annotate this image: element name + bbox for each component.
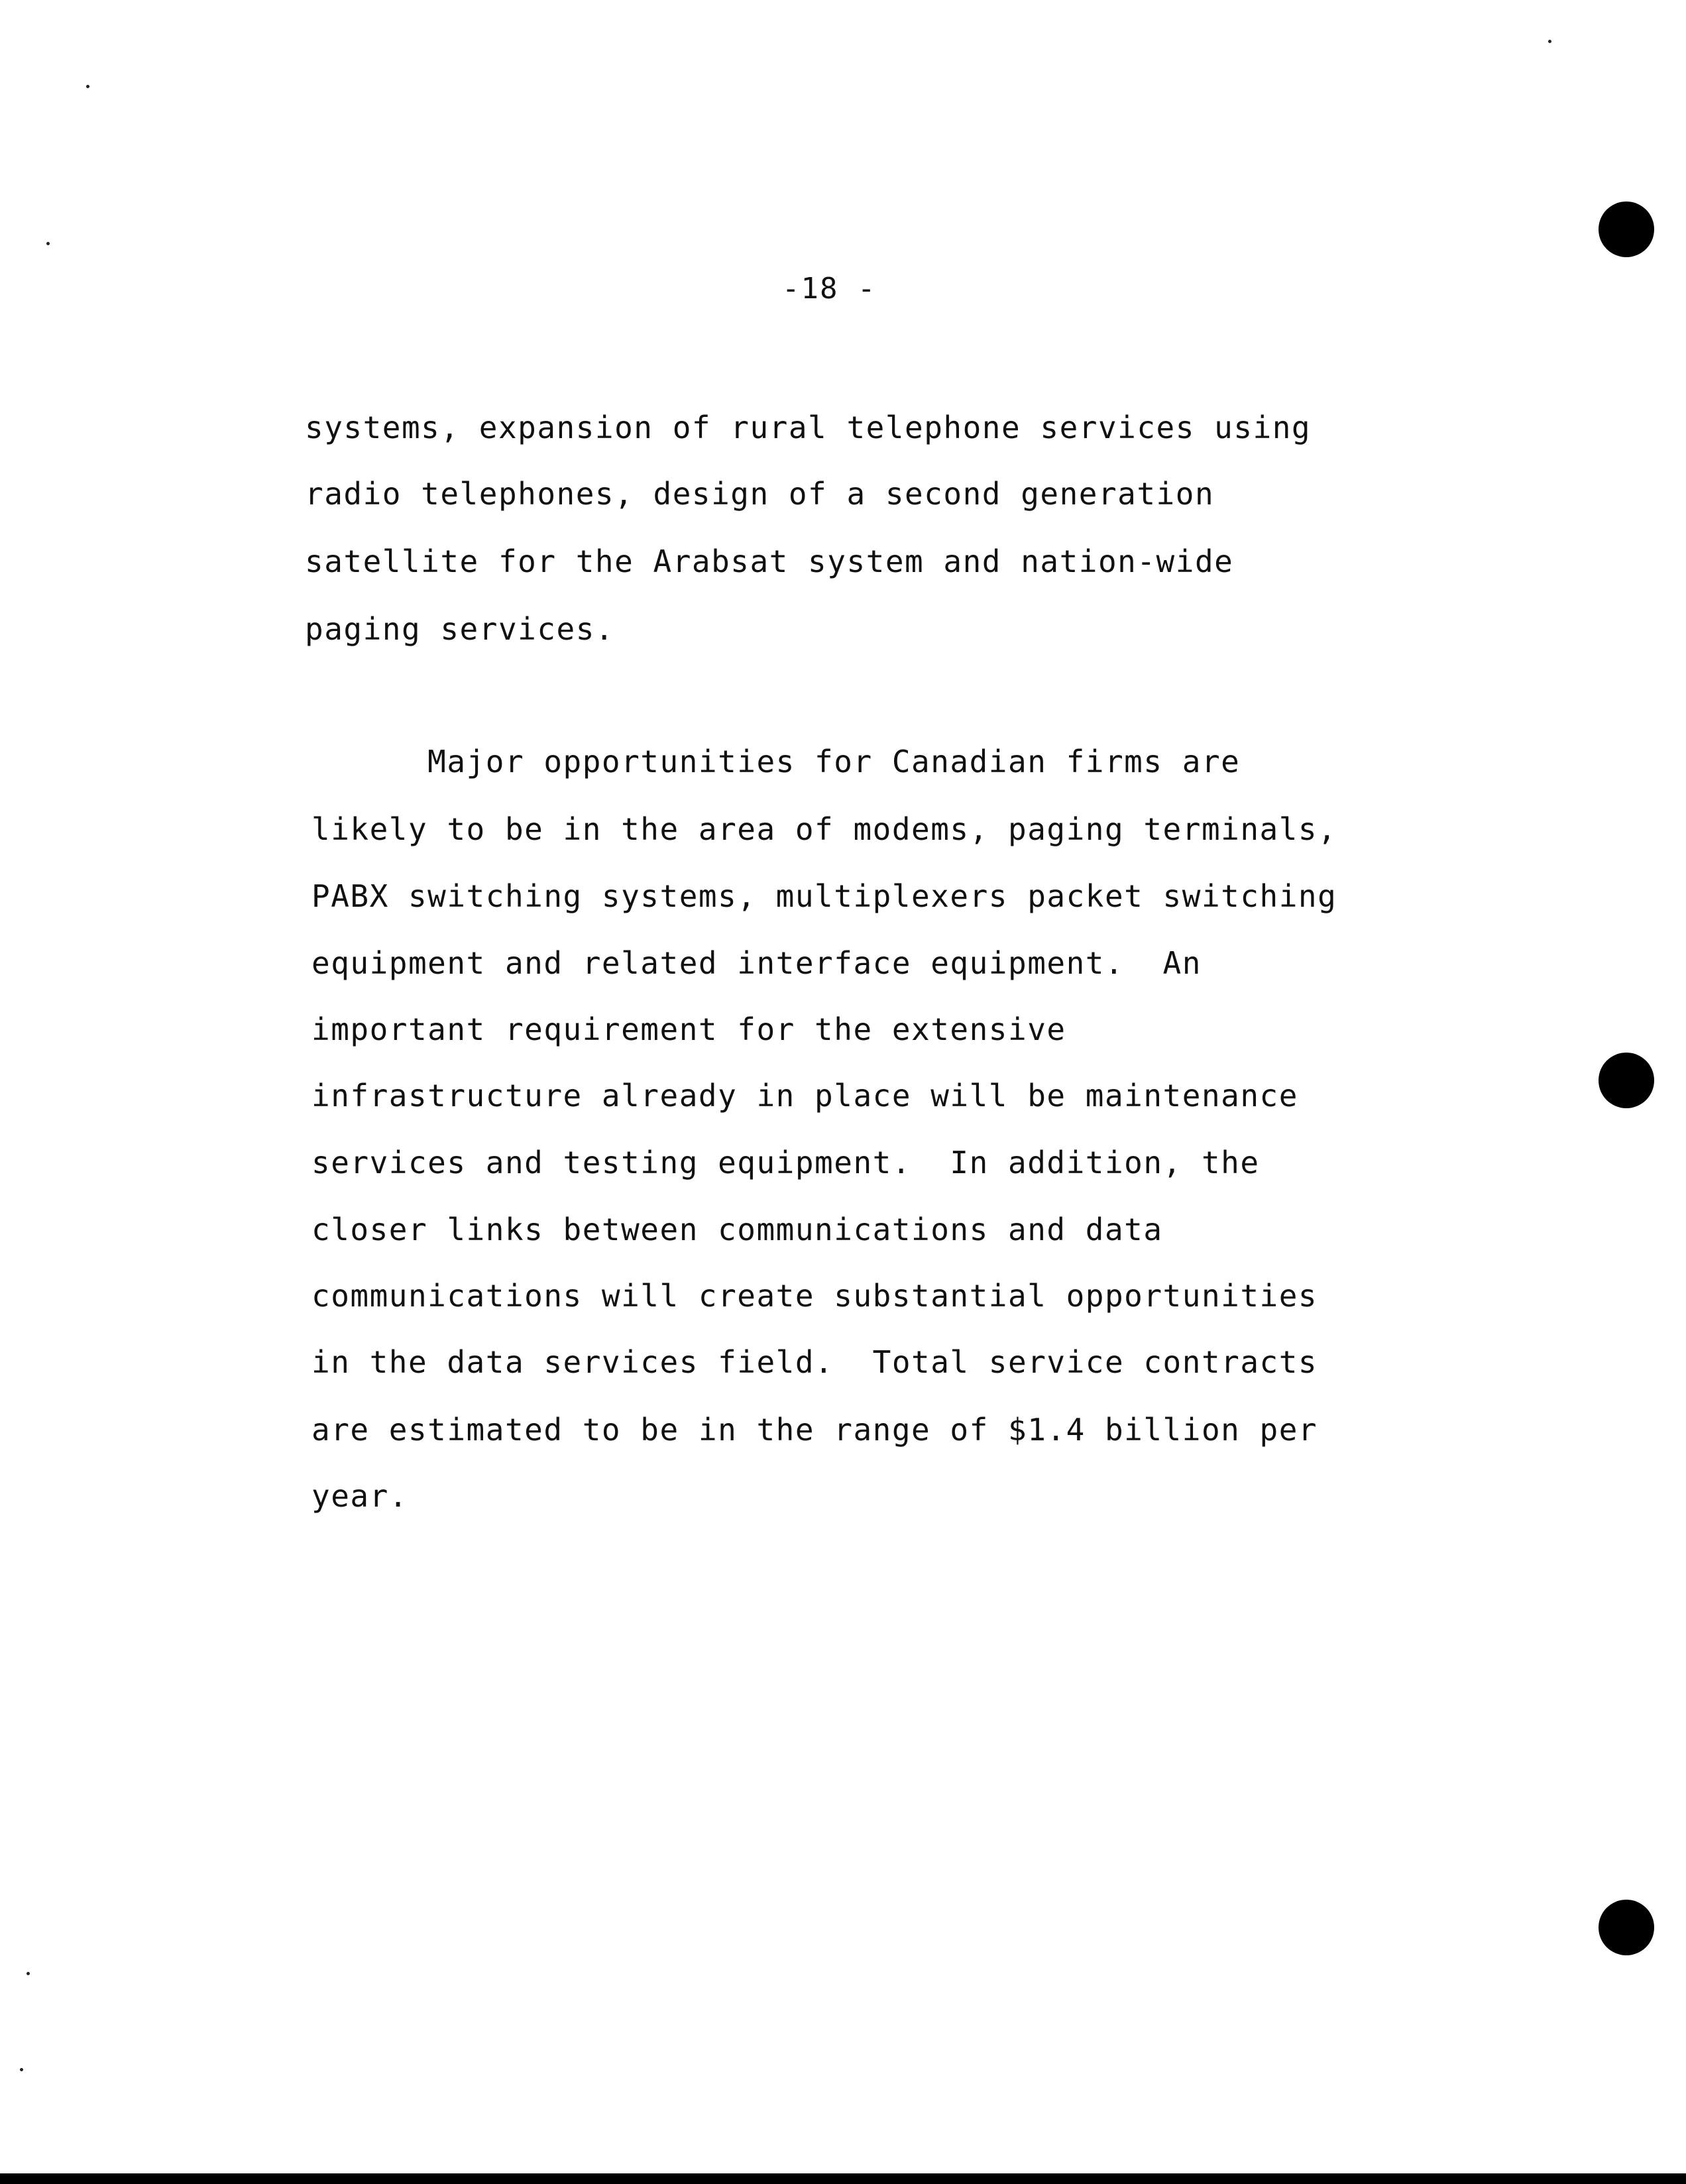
text-line: important requirement for the extensive [311, 1011, 1066, 1047]
bottom-border [0, 2173, 1686, 2184]
text-line: radio telephones, design of a second generation [305, 476, 1215, 512]
text-line: year. [311, 1478, 408, 1514]
text-line: likely to be in the area of modems, paging terminals, [311, 811, 1337, 847]
scan-speck [27, 1972, 30, 1975]
text-line: PABX switching systems, multiplexers packet switching [311, 878, 1337, 914]
text-line: are estimated to be in the range of $1.4 billion per [311, 1412, 1318, 1448]
text-line: Major opportunities for Canadian firms are [311, 744, 1241, 779]
punch-hole-bottom [1599, 1900, 1654, 1955]
scan-speck [20, 2068, 23, 2071]
text-line: in the data services field. Total service contracts [311, 1344, 1318, 1380]
text-line: closer links between communications and data [311, 1212, 1163, 1247]
text-line: satellite for the Arabsat system and nation-wide [305, 544, 1234, 579]
text-line: paging services. [305, 611, 615, 647]
scan-speck [86, 85, 89, 88]
punch-hole-middle [1599, 1053, 1654, 1108]
text-line: communications will create substantial opportunities [311, 1278, 1318, 1314]
text-line: systems, expansion of rural telephone services using [305, 410, 1312, 445]
text-line: services and testing equipment. In addition, the [311, 1145, 1260, 1180]
text-line: equipment and related interface equipment. An [311, 945, 1202, 981]
scan-speck [46, 242, 50, 245]
punch-hole-top [1599, 201, 1654, 257]
text-line: infrastructure already in place will be maintenance [311, 1078, 1298, 1114]
scan-speck [1548, 40, 1551, 43]
page-number: -18 - [782, 272, 877, 306]
